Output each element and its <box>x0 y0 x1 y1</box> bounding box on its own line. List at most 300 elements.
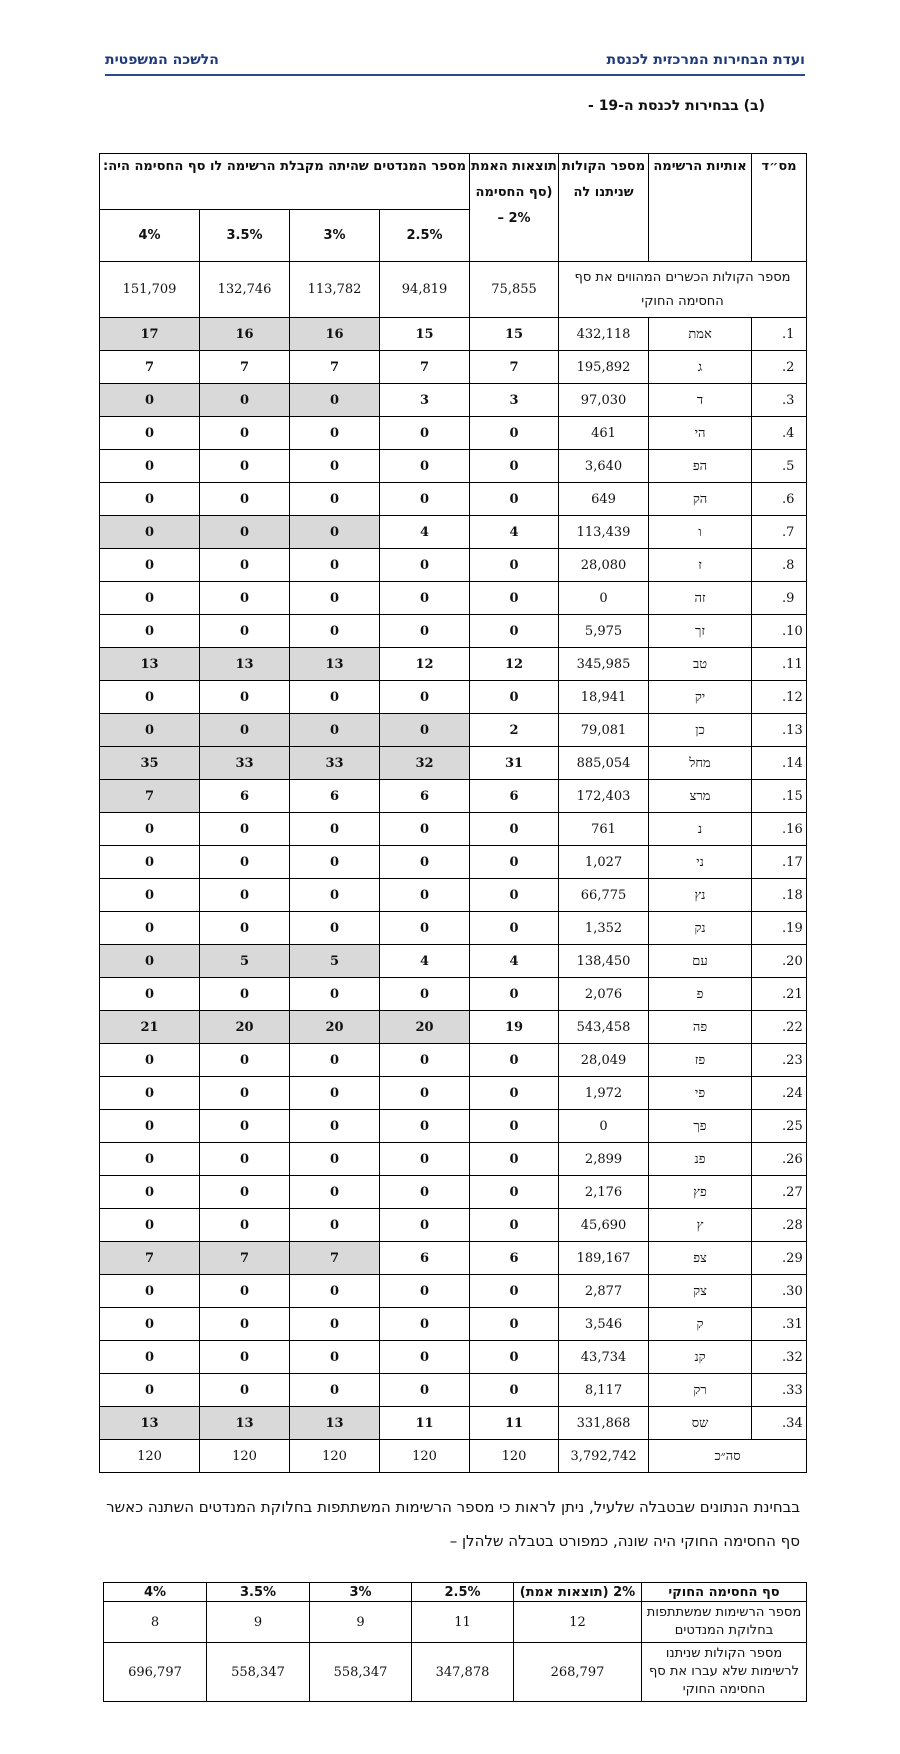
actual-seats: 6 <box>470 1242 559 1275</box>
row-serial: 31. <box>752 1308 807 1341</box>
actual-seats: 0 <box>470 483 559 516</box>
table-row <box>100 978 807 1011</box>
list-letters: פך <box>649 1110 752 1143</box>
seat-count-cell: 0 <box>380 813 470 846</box>
seat-count-cell: 0 <box>290 483 380 516</box>
list-votes: 18,941 <box>559 681 649 714</box>
summary-value: 8 <box>104 1602 207 1643</box>
row-serial: 29. <box>752 1242 807 1275</box>
seat-count-cell: 0 <box>100 879 200 912</box>
seat-count-cell: 0 <box>200 582 290 615</box>
seat-count-cell: 5 <box>200 945 290 978</box>
list-votes: 28,080 <box>559 549 649 582</box>
seat-count-cell: 0 <box>380 912 470 945</box>
list-letters: נק <box>649 912 752 945</box>
summary-value: 558,347 <box>207 1643 310 1702</box>
actual-seats: 0 <box>470 846 559 879</box>
table-row <box>100 1308 807 1341</box>
seat-count-cell: 0 <box>380 1176 470 1209</box>
actual-seats: 4 <box>470 516 559 549</box>
row-serial: 18. <box>752 879 807 912</box>
table-row <box>100 1011 807 1044</box>
table-row <box>100 912 807 945</box>
seat-count-cell: 0 <box>380 879 470 912</box>
seat-count-cell: 0 <box>100 1044 200 1077</box>
table-row <box>100 648 807 681</box>
seat-count-cell: 0 <box>380 549 470 582</box>
actual-seats: 31 <box>470 747 559 780</box>
seat-count-cell: 0 <box>290 384 380 417</box>
table-row <box>100 945 807 978</box>
summary-row-label: מספר הקולות שניתנו לרשימות שלא עברו את סף החסימה החוקי <box>642 1643 807 1702</box>
list-votes: 761 <box>559 813 649 846</box>
seat-count-cell: 0 <box>380 714 470 747</box>
list-votes: 2,076 <box>559 978 649 1011</box>
table-row <box>100 681 807 714</box>
list-votes: 79,081 <box>559 714 649 747</box>
seat-count-cell: 0 <box>290 846 380 879</box>
actual-seats: 7 <box>470 351 559 384</box>
actual-seats: 6 <box>470 780 559 813</box>
total-row <box>100 1440 807 1473</box>
total-seat-cell: 120 <box>100 1440 200 1473</box>
list-votes: 885,054 <box>559 747 649 780</box>
seat-count-cell: 0 <box>200 1077 290 1110</box>
table-row <box>100 1143 807 1176</box>
seat-count-cell: 0 <box>100 483 200 516</box>
seat-count-cell: 0 <box>100 384 200 417</box>
seat-count-cell: 6 <box>380 780 470 813</box>
seat-count-cell: 0 <box>290 450 380 483</box>
seat-count-cell: 35 <box>100 747 200 780</box>
seat-count-cell: 0 <box>100 1275 200 1308</box>
list-letters: מרצ <box>649 780 752 813</box>
actual-seats: 0 <box>470 549 559 582</box>
seat-count-cell: 0 <box>380 450 470 483</box>
summary-value: 12 <box>514 1602 642 1643</box>
seat-count-cell: 0 <box>200 1209 290 1242</box>
seat-count-cell: 0 <box>290 1044 380 1077</box>
list-votes: 138,450 <box>559 945 649 978</box>
total-seat-cell: 120 <box>200 1440 290 1473</box>
seat-count-cell: 13 <box>200 648 290 681</box>
row-serial: 6. <box>752 483 807 516</box>
seat-count-cell: 4 <box>380 945 470 978</box>
list-votes: 331,868 <box>559 1407 649 1440</box>
list-votes: 3,640 <box>559 450 649 483</box>
summary-row-label: מספר הרשימות שמשתתפות בחלוקת המנדטים <box>642 1602 807 1643</box>
seat-count-cell: 0 <box>200 1176 290 1209</box>
table-row <box>100 1077 807 1110</box>
row-serial: 7. <box>752 516 807 549</box>
actual-results-header: תוצאות האמת (סף החסימה 2% – <box>470 154 559 262</box>
list-votes: 461 <box>559 417 649 450</box>
seat-count-cell: 0 <box>200 615 290 648</box>
actual-seats: 0 <box>470 1275 559 1308</box>
table-row <box>100 483 807 516</box>
table-row <box>100 813 807 846</box>
seat-count-cell: 0 <box>100 549 200 582</box>
seat-count-cell: 0 <box>100 615 200 648</box>
actual-seats: 15 <box>470 318 559 351</box>
summary-header: סף החסימה החוקי <box>642 1583 807 1602</box>
list-votes: 8,117 <box>559 1374 649 1407</box>
seat-count-cell: 0 <box>290 1077 380 1110</box>
table-row <box>100 417 807 450</box>
seat-count-cell: 0 <box>100 1341 200 1374</box>
summary-value: 268,797 <box>514 1643 642 1702</box>
actual-seats: 19 <box>470 1011 559 1044</box>
list-votes: 195,892 <box>559 351 649 384</box>
seat-count-cell: 0 <box>100 516 200 549</box>
seat-count-cell: 0 <box>100 1209 200 1242</box>
row-serial: 12. <box>752 681 807 714</box>
row-serial: 23. <box>752 1044 807 1077</box>
seat-count-cell: 0 <box>380 483 470 516</box>
summary-value: 9 <box>310 1602 412 1643</box>
list-letters: יק <box>649 681 752 714</box>
seat-count-cell: 0 <box>100 417 200 450</box>
seat-count-cell: 7 <box>290 1242 380 1275</box>
list-votes: 649 <box>559 483 649 516</box>
seat-count-cell: 0 <box>100 714 200 747</box>
list-letters: ד <box>649 384 752 417</box>
list-votes: 66,775 <box>559 879 649 912</box>
seat-count-cell: 12 <box>380 648 470 681</box>
row-serial: 22. <box>752 1011 807 1044</box>
summary-header: 3.5% <box>207 1583 310 1602</box>
list-letters: פ <box>649 978 752 1011</box>
seat-count-cell: 0 <box>100 1176 200 1209</box>
list-votes: 2,877 <box>559 1275 649 1308</box>
summary-row <box>104 1602 807 1643</box>
seat-count-cell: 0 <box>200 1374 290 1407</box>
seat-count-cell: 0 <box>200 813 290 846</box>
list-letters: ג <box>649 351 752 384</box>
seat-count-cell: 0 <box>200 1308 290 1341</box>
total-actual: 120 <box>470 1440 559 1473</box>
list-votes: 543,458 <box>559 1011 649 1044</box>
seat-count-cell: 4 <box>380 516 470 549</box>
summary-value: 558,347 <box>310 1643 412 1702</box>
threshold-votes-cell: 113,782 <box>290 262 380 318</box>
total-label: סה״כ <box>649 1440 807 1473</box>
seat-count-cell: 0 <box>290 549 380 582</box>
header-rule <box>105 74 805 76</box>
summary-header: 3% <box>310 1583 412 1602</box>
list-votes: 172,403 <box>559 780 649 813</box>
seat-count-cell: 0 <box>200 450 290 483</box>
seat-count-cell: 0 <box>380 1209 470 1242</box>
list-votes: 3,546 <box>559 1308 649 1341</box>
row-serial: 17. <box>752 846 807 879</box>
seat-count-cell: 0 <box>380 1110 470 1143</box>
seat-count-cell: 0 <box>100 846 200 879</box>
threshold-header: 4% <box>100 210 200 262</box>
list-letters: פץ <box>649 1176 752 1209</box>
seat-count-cell: 0 <box>380 417 470 450</box>
summary-value: 696,797 <box>104 1643 207 1702</box>
table-row <box>100 1209 807 1242</box>
seat-count-cell: 0 <box>380 846 470 879</box>
actual-seats: 3 <box>470 384 559 417</box>
seat-count-cell: 0 <box>200 516 290 549</box>
summary-header: 2% (תוצאות אמת) <box>514 1583 642 1602</box>
seat-count-cell: 0 <box>290 1374 380 1407</box>
actual-seats: 0 <box>470 450 559 483</box>
seat-count-cell: 0 <box>200 549 290 582</box>
list-votes: 113,439 <box>559 516 649 549</box>
list-letters: רק <box>649 1374 752 1407</box>
list-letters: ז <box>649 549 752 582</box>
table-row <box>100 1407 807 1440</box>
seat-count-cell: 6 <box>380 1242 470 1275</box>
list-letters: טב <box>649 648 752 681</box>
list-letters: פה <box>649 1011 752 1044</box>
seat-count-cell: 0 <box>100 681 200 714</box>
committee-title: ועדת הבחירות המרכזית לכנסת <box>606 52 805 68</box>
seat-count-cell: 0 <box>380 1077 470 1110</box>
table-row <box>100 1110 807 1143</box>
threshold-header: 2.5% <box>380 210 470 262</box>
seat-count-cell: 0 <box>380 1044 470 1077</box>
seat-count-cell: 0 <box>100 945 200 978</box>
seat-count-cell: 13 <box>290 1407 380 1440</box>
seat-count-cell: 16 <box>200 318 290 351</box>
seat-count-cell: 0 <box>200 417 290 450</box>
list-letters: ץ <box>649 1209 752 1242</box>
row-serial: 27. <box>752 1176 807 1209</box>
list-votes: 0 <box>559 1110 649 1143</box>
row-serial: 26. <box>752 1143 807 1176</box>
table-row <box>100 318 807 351</box>
seat-count-cell: 0 <box>290 912 380 945</box>
threshold-votes-cell: 75,855 <box>470 262 559 318</box>
serial-header: מס״ד <box>752 154 807 262</box>
row-serial: 21. <box>752 978 807 1011</box>
seat-count-cell: 7 <box>100 780 200 813</box>
row-serial: 2. <box>752 351 807 384</box>
threshold-votes-cell: 132,746 <box>200 262 290 318</box>
list-letters: פי <box>649 1077 752 1110</box>
row-serial: 19. <box>752 912 807 945</box>
row-serial: 4. <box>752 417 807 450</box>
seat-count-cell: 13 <box>100 648 200 681</box>
actual-seats: 0 <box>470 1176 559 1209</box>
actual-seats: 0 <box>470 912 559 945</box>
row-serial: 8. <box>752 549 807 582</box>
list-votes: 43,734 <box>559 1341 649 1374</box>
list-votes: 28,049 <box>559 1044 649 1077</box>
list-letters: נ <box>649 813 752 846</box>
seat-count-cell: 6 <box>200 780 290 813</box>
seat-count-cell: 0 <box>380 1374 470 1407</box>
seat-count-cell: 7 <box>100 1242 200 1275</box>
row-serial: 9. <box>752 582 807 615</box>
list-letters: ני <box>649 846 752 879</box>
row-serial: 15. <box>752 780 807 813</box>
seat-count-cell: 0 <box>100 1077 200 1110</box>
row-serial: 34. <box>752 1407 807 1440</box>
list-letters: הק <box>649 483 752 516</box>
seat-count-cell: 0 <box>200 681 290 714</box>
actual-seats: 0 <box>470 1209 559 1242</box>
actual-seats: 0 <box>470 1110 559 1143</box>
row-serial: 25. <box>752 1110 807 1143</box>
results-table <box>99 153 807 1473</box>
seat-count-cell: 3 <box>380 384 470 417</box>
list-votes: 189,167 <box>559 1242 649 1275</box>
seat-count-cell: 0 <box>200 384 290 417</box>
table-row <box>100 615 807 648</box>
seat-count-cell: 0 <box>200 846 290 879</box>
seat-count-cell: 0 <box>380 1143 470 1176</box>
actual-seats: 0 <box>470 1143 559 1176</box>
summary-row <box>104 1643 807 1702</box>
letters-header: אותיות הרשימה <box>649 154 752 262</box>
row-serial: 28. <box>752 1209 807 1242</box>
list-letters: כן <box>649 714 752 747</box>
seat-count-cell: 0 <box>200 483 290 516</box>
list-votes: 1,352 <box>559 912 649 945</box>
seat-count-cell: 0 <box>200 1275 290 1308</box>
row-serial: 32. <box>752 1341 807 1374</box>
table-row <box>100 351 807 384</box>
seat-count-cell: 0 <box>380 1308 470 1341</box>
row-serial: 11. <box>752 648 807 681</box>
seat-count-cell: 0 <box>380 615 470 648</box>
seat-count-cell: 0 <box>380 582 470 615</box>
threshold-votes-cell: 151,709 <box>100 262 200 318</box>
row-serial: 20. <box>752 945 807 978</box>
seat-count-cell: 0 <box>100 1143 200 1176</box>
threshold-votes-label: מספר הקולות הכשרים המהווים את סף החסימה החוקי <box>559 262 807 318</box>
table-row <box>100 1242 807 1275</box>
seat-count-cell: 20 <box>290 1011 380 1044</box>
row-serial: 14. <box>752 747 807 780</box>
list-votes: 1,027 <box>559 846 649 879</box>
table-row <box>100 780 807 813</box>
table-row <box>100 1176 807 1209</box>
seat-count-cell: 20 <box>200 1011 290 1044</box>
section-subtitle: (ב) בבחירות לכנסת ה-19 - <box>588 98 765 114</box>
seat-count-cell: 15 <box>380 318 470 351</box>
seat-count-cell: 33 <box>290 747 380 780</box>
table-row <box>100 1044 807 1077</box>
table-row <box>100 879 807 912</box>
list-votes: 45,690 <box>559 1209 649 1242</box>
seat-count-cell: 17 <box>100 318 200 351</box>
list-letters: אמת <box>649 318 752 351</box>
summary-header: 4% <box>104 1583 207 1602</box>
seat-count-cell: 7 <box>380 351 470 384</box>
page-header <box>105 52 805 72</box>
row-serial: 24. <box>752 1077 807 1110</box>
list-letters: נץ <box>649 879 752 912</box>
seat-count-cell: 0 <box>290 978 380 1011</box>
seat-count-cell: 0 <box>290 1209 380 1242</box>
list-letters: שס <box>649 1407 752 1440</box>
list-votes: 1,972 <box>559 1077 649 1110</box>
seat-count-cell: 0 <box>100 1374 200 1407</box>
seat-count-cell: 21 <box>100 1011 200 1044</box>
summary-value: 11 <box>412 1602 514 1643</box>
total-seat-cell: 120 <box>290 1440 380 1473</box>
seat-count-cell: 0 <box>100 1308 200 1341</box>
threshold-votes-cell: 94,819 <box>380 262 470 318</box>
row-serial: 16. <box>752 813 807 846</box>
seat-count-cell: 13 <box>200 1407 290 1440</box>
seat-count-cell: 0 <box>200 912 290 945</box>
seat-count-cell: 0 <box>200 879 290 912</box>
table-row <box>100 516 807 549</box>
seat-count-cell: 32 <box>380 747 470 780</box>
list-votes: 2,899 <box>559 1143 649 1176</box>
seat-count-cell: 0 <box>290 516 380 549</box>
total-votes: 3,792,742 <box>559 1440 649 1473</box>
seat-count-cell: 0 <box>100 1110 200 1143</box>
seat-count-cell: 0 <box>380 1275 470 1308</box>
table-row <box>100 846 807 879</box>
list-votes: 5,975 <box>559 615 649 648</box>
seat-count-cell: 7 <box>100 351 200 384</box>
actual-seats: 0 <box>470 813 559 846</box>
table-row <box>100 747 807 780</box>
seat-count-cell: 0 <box>100 978 200 1011</box>
summary-value: 9 <box>207 1602 310 1643</box>
seat-count-cell: 7 <box>200 351 290 384</box>
actual-seats: 0 <box>470 1374 559 1407</box>
seat-count-cell: 7 <box>200 1242 290 1275</box>
list-letters: מחל <box>649 747 752 780</box>
seat-count-cell: 0 <box>380 681 470 714</box>
actual-seats: 4 <box>470 945 559 978</box>
row-serial: 3. <box>752 384 807 417</box>
row-serial: 10. <box>752 615 807 648</box>
seat-count-cell: 6 <box>290 780 380 813</box>
seat-count-cell: 0 <box>290 813 380 846</box>
seat-count-cell: 0 <box>200 1143 290 1176</box>
seat-count-cell: 13 <box>100 1407 200 1440</box>
table-row <box>100 1275 807 1308</box>
row-serial: 13. <box>752 714 807 747</box>
seat-count-cell: 0 <box>290 879 380 912</box>
seat-count-cell: 0 <box>200 1044 290 1077</box>
seat-count-cell: 0 <box>290 681 380 714</box>
actual-seats: 0 <box>470 879 559 912</box>
list-letters: ק <box>649 1308 752 1341</box>
actual-seats: 2 <box>470 714 559 747</box>
seat-count-cell: 0 <box>290 1308 380 1341</box>
list-letters: זך <box>649 615 752 648</box>
seat-count-cell: 11 <box>380 1407 470 1440</box>
list-letters: הי <box>649 417 752 450</box>
row-serial: 33. <box>752 1374 807 1407</box>
actual-seats: 0 <box>470 1044 559 1077</box>
table-row <box>100 549 807 582</box>
list-votes: 0 <box>559 582 649 615</box>
summary-table <box>103 1582 807 1702</box>
seat-count-cell: 0 <box>290 1341 380 1374</box>
department-title: הלשכה המשפטית <box>105 52 219 68</box>
list-letters: הפ <box>649 450 752 483</box>
list-letters: צק <box>649 1275 752 1308</box>
seat-count-cell: 20 <box>380 1011 470 1044</box>
row-serial: 30. <box>752 1275 807 1308</box>
actual-seats: 0 <box>470 417 559 450</box>
summary-value: 347,878 <box>412 1643 514 1702</box>
table-row <box>100 714 807 747</box>
